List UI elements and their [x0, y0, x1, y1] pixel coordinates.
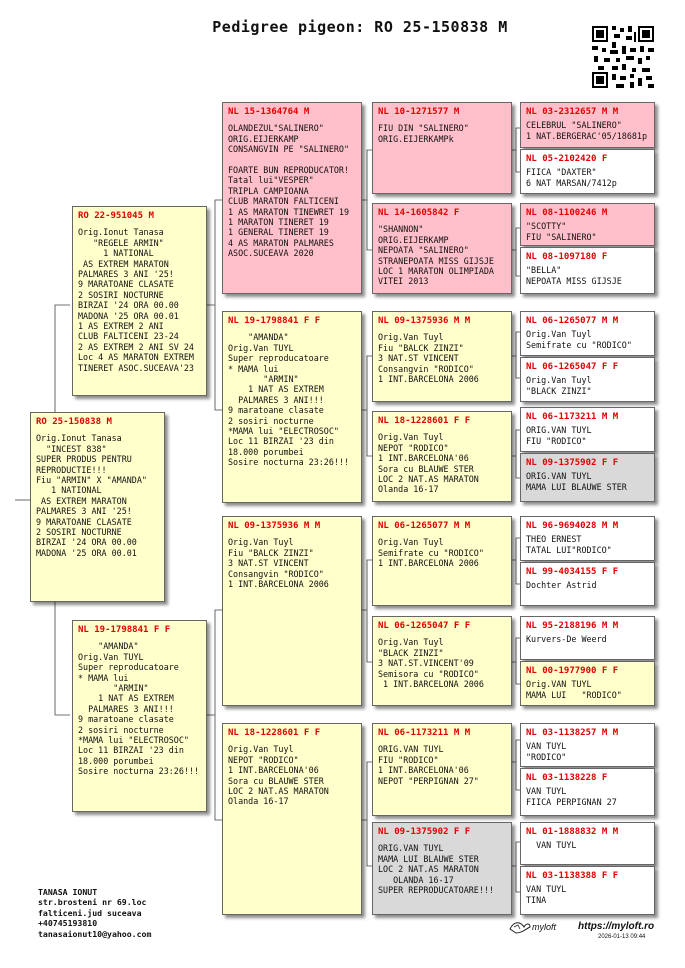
pigeon-info: ORIG.VAN TUYL MAMA LUI BLAUWE STER LOC 2 NAT.AS MARATON OLANDA 16-17 SUPER REPRODUCATOARE!!! [378, 843, 494, 896]
ring-number: RO 22-951045 M [78, 211, 154, 221]
pigeon-info: Orig.Ionut Tanasa "INCEST 838" SUPER PRODUS PENTRU REPRODUCTIE!!! Fiu "ARMIN" X "AMANDA" 1 NATIONAL AS EXTREM MARATON PALMARES 3 ANI '25! 9 MARATOANE CLASATE 2 SOSIRI NOCTURNE BIRZAI '24 ORA 00.00 MADONA '25 ORA 00.01 [36, 433, 147, 558]
ring-number: NL 10-1271577 M [378, 107, 460, 117]
pigeon-info: Orig.Van Tuyl Fiu "BALCK ZINZI" 3 NAT.ST VINCENT Consangvin "RODICO" 1 INT.BARCELONA 2006 [228, 537, 329, 590]
ancestor-card-6[interactable] [520, 357, 655, 402]
owner-name: TANASA IONUT [38, 887, 98, 897]
ring-number: NL 95-2188196 M M [526, 621, 619, 631]
ring-number: NL 06-1173211 M M [526, 412, 619, 422]
ring-number: NL 03-1138388 F F [526, 871, 619, 881]
pigeon-info: ORIG.VAN TUYL FIU "RODICO" 1 INT.BARCELONA'06 NEPOT "PERPIGNAN 27" [378, 744, 479, 786]
ring-number: NL 03-2312657 M M [526, 107, 619, 117]
ring-number: NL 09-1375936 M M [228, 521, 321, 531]
mf-father-card[interactable] [372, 516, 512, 606]
ring-number: NL 01-1888832 M M [526, 827, 619, 837]
pigeon-info: Orig.Van Tuyl NEPOT "RODICO" 1 INT.BARCELONA'06 Sora cu BLAUWE STER LOC 2 NAT.AS MARATON Olanda 16-17 [228, 744, 329, 807]
print-date: 2026-01-13 09:44 [598, 934, 646, 940]
pigeon-info: Orig.Van Tuyl NEPOT "RODICO" 1 INT.BARCELONA'06 Sora cu BLAUWE STER LOC 2 NAT.AS MARATON Olanda 16-17 [378, 432, 479, 495]
pigeon-info: Orig.Ionut Tanasa "REGELE ARMIN" 1 NATIONAL AS EXTREM MARATON PALMARES 3 ANI '25! 9 MARATOANE CLASATE 2 SOSIRI NOCTURNE BIRZAI '24 ORA 00.00 MADONA '25 ORA 00.01 1 AS EXTREM 2 ANI CLUB FALTICENI 23-24 2 AS EXTREM 2 ANI SV 24 Loc 4 AS MARATON EXTREM TINERET ASOC.SUCEAVA'23 [78, 227, 194, 373]
pigeon-info: VAN TUYL FIICA PERPIGNAN 27 [526, 786, 617, 807]
pigeon-info: "AMANDA" Orig.Van TUYL Super reproducatoare * MAMA lui "ARMIN" 1 NAT AS EXTREM PALMARES 3 ANI!!! 9 maratoane clasate 2 sosiri nocturne *MAMA lui "ELECTROSOC" Loc 11 BIRZAI '23 din 18.000 porumbei Sosire nocturna 23:26!!! [228, 332, 350, 468]
ancestor-card-16[interactable] [520, 866, 655, 915]
ancestor-card-5[interactable] [520, 311, 655, 356]
ring-number: NL 08-1097180 F [526, 252, 608, 262]
ancestor-card-12[interactable] [520, 661, 655, 706]
pigeon-info: CELEBRUL "SALINERO" 1 NAT.BERGERAC'05/18681p [526, 120, 648, 141]
ring-number: NL 03-1138228 F [526, 773, 608, 783]
father-card[interactable] [72, 206, 207, 396]
ring-number: NL 19-1798841 F F [228, 316, 321, 326]
pigeon-info: Orig.Van Tuyl "BLACK ZINZI" [526, 375, 592, 396]
pigeon-info: Orig.Van Tuyl Fiu "BALCK ZINZI" 3 NAT.ST VINCENT Consangvin "RODICO" 1 INT.BARCELONA 2006 [378, 332, 479, 385]
fm-father-card[interactable] [372, 311, 512, 402]
ring-number: NL 06-1173211 M M [378, 728, 471, 738]
logo-text: myloft [532, 922, 557, 932]
site-link[interactable]: https://myloft.ro [578, 921, 655, 932]
ancestor-card-14[interactable] [520, 768, 655, 816]
ancestor-card-8[interactable] [520, 453, 655, 502]
father-mother-card[interactable] [222, 311, 362, 503]
pigeon-info: "BELLA" NEPOATA MISS GIJSJE [526, 265, 622, 286]
ancestor-card-15[interactable] [520, 822, 655, 865]
ring-number: NL 14-1605842 F [378, 208, 460, 218]
ring-number: NL 06-1265047 F F [526, 362, 619, 372]
owner-contact [38, 887, 151, 939]
mm-mother-card[interactable] [372, 822, 512, 915]
ring-number: NL 09-1375902 F F [378, 827, 471, 837]
ancestor-card-4[interactable] [520, 247, 655, 294]
pigeon-info: FIU DIN "SALINERO" ORIG.EIJERKAMPk [378, 123, 469, 144]
pigeon-info: ORIG.VAN TUYL FIU "RODICO" [526, 425, 592, 446]
pigeon-info: Orig.Van Tuyl Semifrate cu "RODICO" 1 INT.BARCELONA 2006 [378, 537, 484, 569]
fm-mother-card[interactable] [372, 411, 512, 502]
ring-number: NL 15-1364764 M [228, 107, 310, 117]
ring-number: NL 06-1265077 M M [526, 316, 619, 326]
pigeon-info: Dochter Astrid [526, 580, 597, 591]
ancestor-card-1[interactable] [520, 102, 655, 148]
owner-phone: +40745193810 [38, 918, 98, 929]
pigeon-info: Orig.VAN TUYL MAMA LUI "RODICO" [526, 679, 622, 700]
pigeon-info: OLANDEZUL"SALINERO" ORIG.EIJERKAMP CONSANGVIN PE "SALINERO" FOARTE BUN REPRODUCATOR! Tatal lui"VESPER" TRIPLA CAMPIOANA CLUB MARATON FALTICENI 1 AS MARATON TINEWRET 19 1 MARATON TINERET 19 1 GENERAL TINERET 19 4 AS MARATON PALMARES ASOC.SUCEAVA 2020 [228, 123, 350, 259]
ancestor-card-10[interactable] [520, 562, 655, 606]
pigeon-info: VAN TUYL "RODICO" [526, 741, 567, 762]
mm-father-card[interactable] [372, 723, 512, 816]
pigeon-info: "SHANNON" ORIG.EIJERKAMP NEPOATA "SALINERO" STRANEPOATA MISS GIJSJE LOC 1 MARATON OLIMPIADA VITEI 2013 [378, 224, 494, 287]
ancestor-card-3[interactable] [520, 203, 655, 246]
pigeon-info: Orig.Van Tuyl "BLACK ZINZI" 3 NAT.ST.VINCENT'09 Semisora cu "RODICO" 1 INT.BARCELONA 2006 [378, 637, 484, 690]
ring-number: NL 09-1375902 F F [526, 458, 619, 468]
pigeon-info: VAN TUYL [526, 840, 577, 851]
ring-number: NL 96-9694028 M M [526, 521, 619, 531]
mother-mother-card[interactable] [222, 723, 362, 915]
ring-number: NL 06-1265077 M M [378, 521, 471, 531]
mother-father-card[interactable] [222, 516, 362, 706]
ring-number: NL 00-1977900 F F [526, 666, 619, 676]
ring-number: NL 05-2102420 F [526, 154, 608, 164]
subject-pigeon-card[interactable] [30, 412, 165, 602]
pigeon-info: "AMANDA" Orig.Van TUYL Super reproducatoare * MAMA lui "ARMIN" 1 NAT AS EXTREM PALMARES 3 ANI!!! 9 maratoane clasate 2 sosiri nocturne *MAMA lui "ELECTROSOC" Loc 11 BIRZAI '23 din 18.000 porumbei Sosire nocturna 23:26!!! [78, 641, 200, 777]
owner-email: tanasaionut10@yahoo.com [38, 928, 152, 939]
owner-street: str.brosteni nr 69.loc [38, 897, 147, 908]
ring-number: NL 08-1100246 M [526, 208, 608, 218]
father-father-card[interactable] [222, 102, 362, 294]
ring-number: NL 18-1228601 F F [228, 728, 321, 738]
ff-mother-card[interactable] [372, 203, 512, 294]
ring-number: NL 06-1265047 F F [378, 621, 471, 631]
mf-mother-card[interactable] [372, 616, 512, 706]
ff-father-card[interactable] [372, 102, 512, 194]
ring-number: NL 99-4034155 F F [526, 567, 619, 577]
ancestor-card-13[interactable] [520, 723, 655, 767]
ancestor-card-9[interactable] [520, 516, 655, 561]
ring-number: NL 18-1228601 F F [378, 416, 471, 426]
owner-city: falticeni.jud suceava [38, 907, 142, 918]
page-title: Pedigree pigeon: RO 25-150838 M [212, 18, 508, 36]
ancestor-card-2[interactable] [520, 149, 655, 194]
ancestor-card-11[interactable] [520, 616, 655, 660]
ancestor-card-7[interactable] [520, 407, 655, 452]
ring-number: NL 19-1798841 F F [78, 625, 171, 635]
pigeon-info: FIICA "DAXTER" 6 NAT MARSAN/7412p [526, 167, 617, 188]
ring-number: NL 09-1375936 M M [378, 316, 471, 326]
ring-number: RO 25-150838 M [36, 417, 112, 427]
mother-card[interactable] [72, 620, 207, 812]
pigeon-info: "SCOTTY" FIU "SALINERO" [526, 221, 597, 242]
pigeon-info: Orig.Van Tuyl Semifrate cu "RODICO" [526, 329, 632, 350]
pigeon-info: VAN TUYL TINA [526, 884, 567, 905]
pigeon-info: Kurvers-De Weerd [526, 634, 607, 645]
pigeon-info: ORIG.VAN TUYL MAMA LUI BLAUWE STER [526, 471, 627, 492]
ring-number: NL 03-1138257 M M [526, 728, 619, 738]
pigeon-info: THEO ERNEST TATAL LUI"RODICO" [526, 534, 612, 555]
